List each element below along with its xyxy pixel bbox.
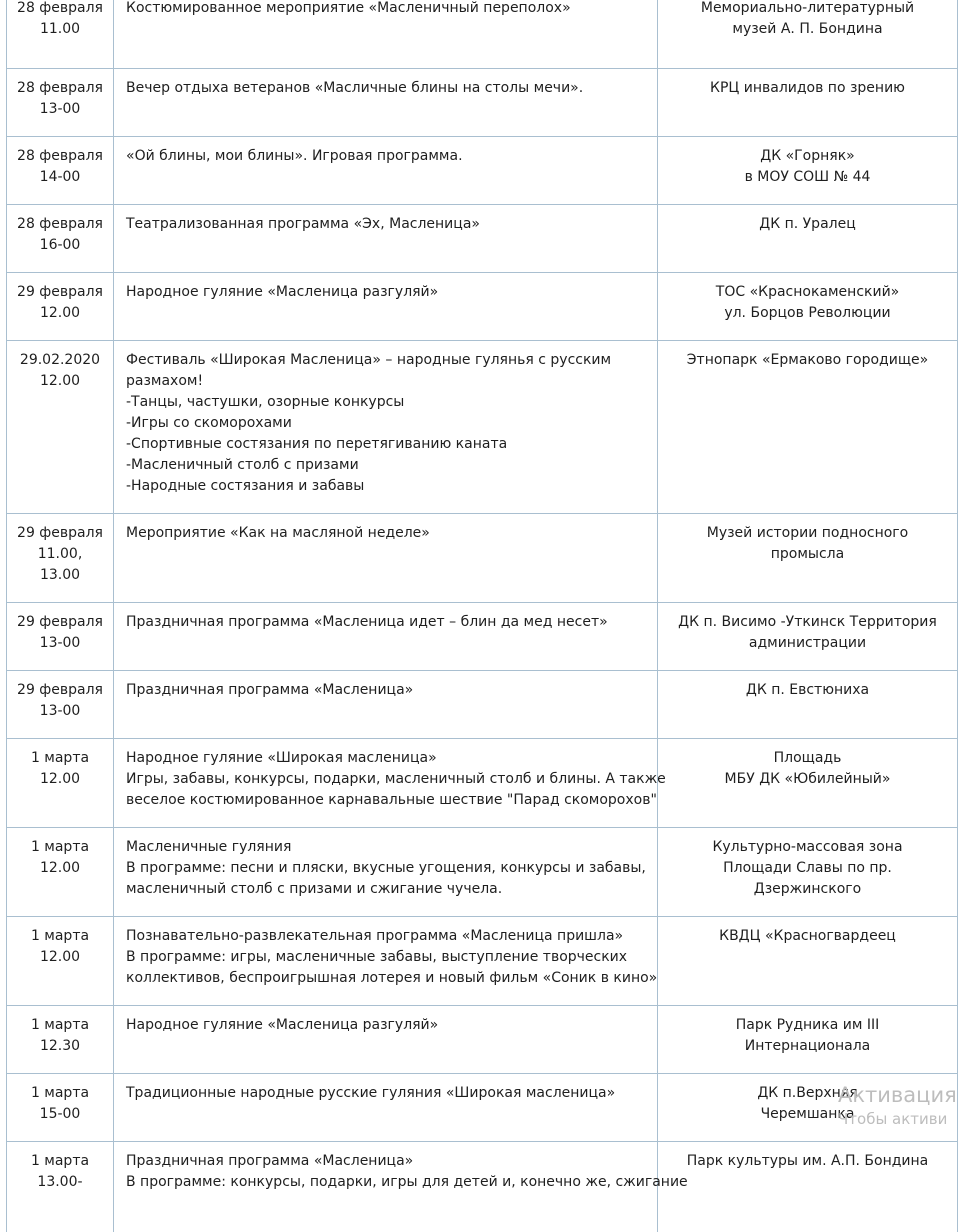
event-place-cell xyxy=(658,671,958,739)
place-line: Этнопарк «Ермаково городище» xyxy=(686,352,929,368)
description-line: Народное гуляние «Масленица разгуляй» xyxy=(126,284,439,300)
event-place-cell xyxy=(658,603,958,671)
date-line: 1 марта xyxy=(30,839,90,855)
event-description-cell xyxy=(114,603,658,671)
description-line: Праздничная программа «Масленица» xyxy=(126,1153,414,1169)
event-description-cell xyxy=(114,0,658,69)
event-date-cell xyxy=(7,514,114,603)
event-description-cell xyxy=(114,137,658,205)
place-line: Парк Рудника им III xyxy=(735,1017,880,1033)
description-line: В программе: конкурсы, подарки, игры для детей и, конечно же, сжигание xyxy=(126,1174,688,1190)
description-line: Познавательно-развлекательная программа «Масленица пришла» xyxy=(126,928,624,944)
table-row xyxy=(7,1074,958,1142)
date-line: 1 марта xyxy=(30,1153,90,1169)
table-row xyxy=(7,0,958,69)
date-line: 1 марта xyxy=(30,750,90,766)
event-description-cell xyxy=(114,1074,658,1142)
date-line: 29 февраля xyxy=(17,614,103,630)
description-line: -Танцы, частушки, озорные конкурсы xyxy=(126,394,405,410)
event-date-cell xyxy=(7,69,114,137)
place-line: администрации xyxy=(748,635,867,651)
description-line: Театрализованная программа «Эх, Масленица» xyxy=(126,216,480,232)
event-description-cell xyxy=(114,69,658,137)
events-table xyxy=(6,0,958,1232)
date-line: 12.00 xyxy=(39,860,81,876)
date-line: 1 марта xyxy=(30,1085,90,1101)
event-place-cell xyxy=(658,1142,958,1232)
event-place-cell xyxy=(658,739,958,828)
event-date-cell xyxy=(7,273,114,341)
date-line: 15-00 xyxy=(39,1106,81,1122)
event-date-cell xyxy=(7,205,114,273)
description-line: «Ой блины, мои блины». Игровая программа. xyxy=(126,148,463,164)
table-row xyxy=(7,273,958,341)
event-place-cell xyxy=(658,917,958,1006)
place-line: музей А. П. Бондина xyxy=(732,21,883,37)
place-line: в МОУ СОШ № 44 xyxy=(744,169,871,185)
date-line: 12.00 xyxy=(39,373,81,389)
description-line: -Игры со скоморохами xyxy=(126,415,292,431)
place-line: Мемориально-литературный xyxy=(700,0,915,16)
date-line: 28 февраля xyxy=(17,0,103,16)
description-line: Костюмированное мероприятие «Масленичный переполох» xyxy=(126,0,571,16)
place-line: ул. Борцов Революции xyxy=(724,305,891,321)
watermark-subtitle: Чтобы активи xyxy=(838,1110,948,1128)
description-line: коллективов, беспроигрышная лотерея и новый фильм «Соник в кино» xyxy=(126,970,658,986)
event-date-cell xyxy=(7,603,114,671)
date-line: 29.02.2020 xyxy=(19,352,101,368)
place-line: Музей истории подносного xyxy=(706,525,909,541)
place-line: КРЦ инвалидов по зрению xyxy=(710,80,905,96)
table-row xyxy=(7,137,958,205)
event-place-cell xyxy=(658,1006,958,1074)
table-row xyxy=(7,603,958,671)
place-line: ДК п. Висимо -Уткинск Территория xyxy=(678,614,937,630)
place-line: ДК п.Верхняя xyxy=(757,1085,858,1101)
date-line: 11.00 xyxy=(39,21,81,37)
event-description-cell xyxy=(114,917,658,1006)
date-line: 1 марта xyxy=(30,928,90,944)
table-row xyxy=(7,671,958,739)
event-place-cell xyxy=(658,514,958,603)
description-line: Фестиваль «Широкая Масленица» – народные гулянья с русским xyxy=(126,352,612,368)
description-line: Масленичные гуляния xyxy=(126,839,292,855)
description-line: Игры, забавы, конкурсы, подарки, масленичный столб и блины. А также xyxy=(126,771,666,787)
date-line: 12.00 xyxy=(39,949,81,965)
table-row xyxy=(7,205,958,273)
date-line: 14-00 xyxy=(39,169,81,185)
place-line: промысла xyxy=(770,546,845,562)
date-line: 1 марта xyxy=(30,1017,90,1033)
event-description-cell xyxy=(114,273,658,341)
table-row xyxy=(7,1006,958,1074)
date-line: 11.00, xyxy=(37,546,83,562)
watermark-title: Активация xyxy=(838,1083,957,1107)
description-line: Традиционные народные русские гуляния «Широкая масленица» xyxy=(126,1085,616,1101)
place-line: Площади Славы по пр. xyxy=(723,860,892,876)
description-line: масленичный столб с призами и сжигание чучела. xyxy=(126,881,503,897)
event-description-cell xyxy=(114,671,658,739)
date-line: 13.00- xyxy=(37,1174,83,1190)
event-date-cell xyxy=(7,671,114,739)
event-place-cell xyxy=(658,69,958,137)
table-row xyxy=(7,828,958,917)
event-date-cell xyxy=(7,0,114,69)
event-description-cell xyxy=(114,341,658,514)
event-description-cell xyxy=(114,1142,688,1232)
event-place-cell xyxy=(658,137,958,205)
description-line: -Спортивные состязания по перетягиванию каната xyxy=(126,436,508,452)
description-line: веселое костюмированное карнавальные шествие "Парад скоморохов" xyxy=(126,792,657,808)
place-line: Дзержинского xyxy=(753,881,862,897)
date-line: 28 февраля xyxy=(17,216,103,232)
event-description-cell xyxy=(114,514,658,603)
event-place-cell xyxy=(658,341,958,514)
table-row xyxy=(7,341,958,514)
event-date-cell xyxy=(7,828,114,917)
description-line: Праздничная программа «Масленица идет – блин да мед несет» xyxy=(126,614,608,630)
description-line: Мероприятие «Как на масляной неделе» xyxy=(126,525,430,541)
place-line: Черемшанка xyxy=(760,1106,855,1122)
event-date-cell xyxy=(7,137,114,205)
description-line: В программе: песни и пляски, вкусные угощения, конкурсы и забавы, xyxy=(126,860,646,876)
event-description-cell xyxy=(114,828,658,917)
windows-activation-watermark xyxy=(838,1082,957,1130)
place-line: ДК п. Евстюниха xyxy=(745,682,870,698)
date-line: 28 февраля xyxy=(17,80,103,96)
description-line: -Народные состязания и забавы xyxy=(126,478,365,494)
date-line: 13-00 xyxy=(39,101,81,117)
place-line: ДК «Горняк» xyxy=(760,148,855,164)
event-date-cell xyxy=(7,1074,114,1142)
table-row xyxy=(7,739,958,828)
place-line: Интернационала xyxy=(744,1038,871,1054)
date-line: 12.00 xyxy=(39,771,81,787)
description-line: Праздничная программа «Масленица» xyxy=(126,682,414,698)
event-place-cell xyxy=(658,273,958,341)
date-line: 29 февраля xyxy=(17,682,103,698)
event-description-cell xyxy=(114,1006,658,1074)
date-line: 13.00 xyxy=(39,567,81,583)
description-line: Народное гуляние «Широкая масленица» xyxy=(126,750,437,766)
place-line: Парк культуры им. А.П. Бондина xyxy=(686,1153,929,1169)
event-date-cell xyxy=(7,739,114,828)
event-description-cell xyxy=(114,205,658,273)
place-line: Культурно-массовая зона xyxy=(712,839,903,855)
place-line: МБУ ДК «Юбилейный» xyxy=(724,771,891,787)
place-line: ТОС «Краснокаменский» xyxy=(715,284,900,300)
place-line: Площадь xyxy=(773,750,842,766)
date-line: 12.00 xyxy=(39,305,81,321)
event-date-cell xyxy=(7,917,114,1006)
description-line: -Масленичный столб с призами xyxy=(126,457,359,473)
place-line: КВДЦ «Красногвардеец xyxy=(719,928,896,944)
table-row xyxy=(7,1142,958,1232)
description-line: В программе: игры, масленичные забавы, выступление творческих xyxy=(126,949,628,965)
date-line: 13-00 xyxy=(39,635,81,651)
event-place-cell xyxy=(658,828,958,917)
event-date-cell xyxy=(7,1142,114,1232)
date-line: 13-00 xyxy=(39,703,81,719)
table-row xyxy=(7,514,958,603)
description-line: Народное гуляние «Масленица разгуляй» xyxy=(126,1017,439,1033)
description-line: Вечер отдыха ветеранов «Масличные блины на столы мечи». xyxy=(126,80,584,96)
date-line: 29 февраля xyxy=(17,284,103,300)
date-line: 12.30 xyxy=(39,1038,81,1054)
event-date-cell xyxy=(7,341,114,514)
table-row xyxy=(7,69,958,137)
event-date-cell xyxy=(7,1006,114,1074)
event-description-cell xyxy=(114,739,666,828)
date-line: 29 февраля xyxy=(17,525,103,541)
description-line: размахом! xyxy=(126,373,204,389)
date-line: 16-00 xyxy=(39,237,81,253)
place-line: ДК п. Уралец xyxy=(759,216,856,232)
event-place-cell xyxy=(658,205,958,273)
events-table-body xyxy=(7,0,958,1232)
table-row xyxy=(7,917,958,1006)
event-place-cell xyxy=(658,0,958,69)
date-line: 28 февраля xyxy=(17,148,103,164)
